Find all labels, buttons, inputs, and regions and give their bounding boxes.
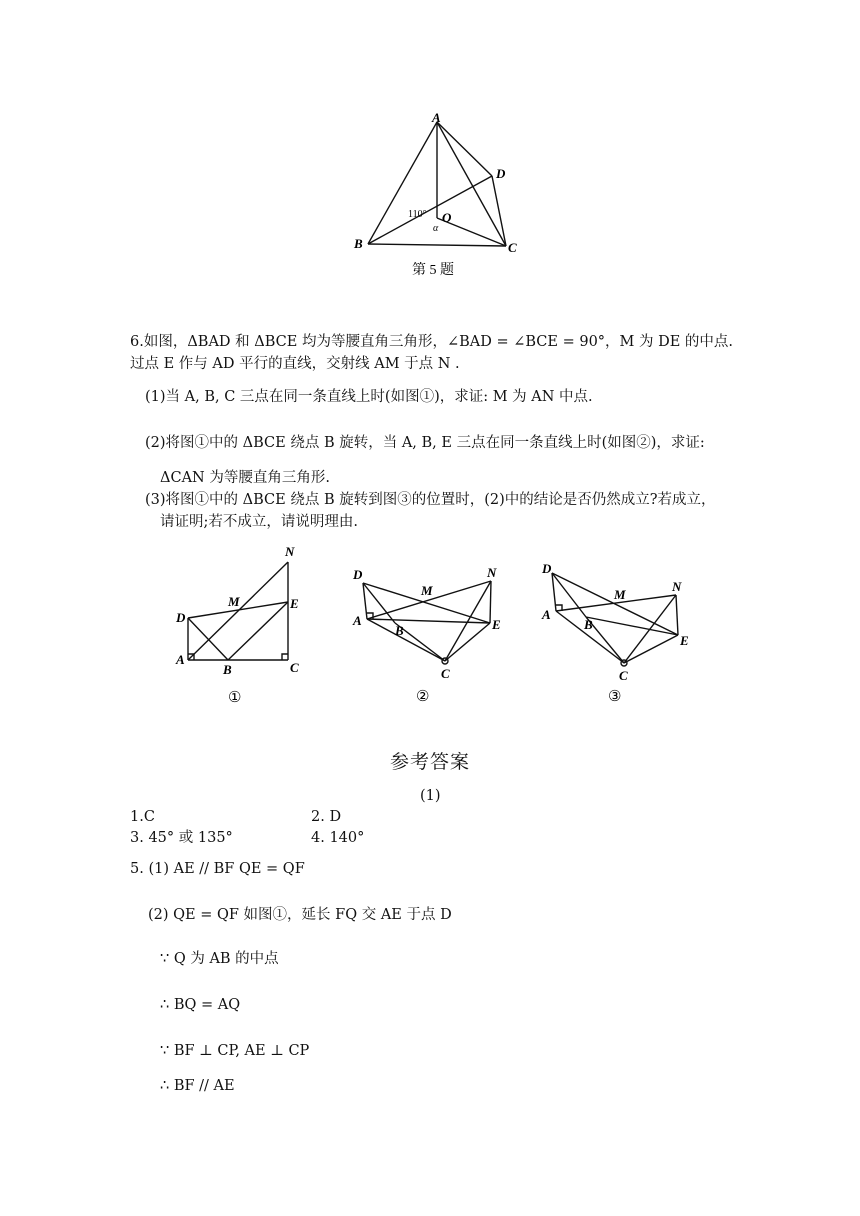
answers-heading: 参考答案: [390, 751, 471, 773]
fig1-label-N: N: [285, 544, 295, 559]
fig3-label-M: M: [614, 587, 626, 602]
proof-step-3: ∵ BF ⊥ CP, AE ⊥ CP: [160, 1043, 310, 1059]
fig1-label-C: C: [290, 660, 299, 675]
fig5-label-C: C: [508, 240, 517, 255]
fig2-label-E: E: [492, 617, 501, 632]
fig3-label-C: C: [619, 668, 628, 683]
proof-step-4: ∴ BF // AE: [160, 1078, 235, 1094]
fig2-caption: ②: [416, 689, 430, 705]
figure-6-3-diagram: [538, 555, 708, 705]
answer-3: 3. 45° 或 135°: [130, 830, 233, 846]
answers-subheading: (1): [420, 788, 441, 804]
fig1-label-B: B: [223, 662, 232, 677]
q6-part3b: 请证明;若不成立，请说明理由.: [160, 514, 358, 530]
figure-6-2-diagram: [345, 555, 515, 705]
q6-line1: 6.如图，ΔBAD 和 ΔBCE 均为等腰直角三角形，∠BAD = ∠BCE = 90°，M 为 DE 的中点.: [130, 334, 734, 350]
q6-line2: 过点 E 作与 AD 平行的直线，交射线 AM 于点 N .: [130, 356, 460, 372]
fig2-label-C: C: [441, 666, 450, 681]
figure-5-diagram: [340, 110, 540, 285]
fig1-label-A: A: [176, 652, 185, 667]
fig2-label-A: A: [353, 613, 362, 628]
q6-part1: (1)当 A, B, C 三点在同一条直线上时(如图①)，求证: M 为 AN 中点.: [145, 389, 593, 405]
fig1-label-D: D: [176, 610, 186, 625]
fig2-label-D: D: [353, 567, 363, 582]
fig3-label-A: A: [542, 607, 551, 622]
fig5-label-B: B: [354, 236, 363, 251]
answer-5-part2: (2) QE = QF 如图①，延长 FQ 交 AE 于点 D: [148, 907, 452, 923]
q6-part3a: (3)将图①中的 ΔBCE 绕点 B 旋转到图③的位置时，(2)中的结论是否仍然成立?若成立，: [145, 492, 716, 508]
fig1-label-E: E: [290, 596, 299, 611]
fig1-caption: ①: [228, 690, 242, 706]
fig2-label-N: N: [487, 565, 497, 580]
fig2-label-M: M: [421, 583, 433, 598]
fig3-label-D: D: [542, 561, 552, 576]
fig5-caption: 第 5 题: [412, 263, 454, 278]
q6-part2a: (2)将图①中的 ΔBCE 绕点 B 旋转，当 A, B, E 三点在同一条直线上时(如图②)，求证:: [145, 435, 705, 451]
fig5-label-O: O: [442, 210, 452, 225]
proof-step-2: ∴ BQ = AQ: [160, 997, 241, 1013]
fig5-angle-label: 110°: [408, 209, 427, 220]
fig2-label-B: B: [395, 623, 404, 638]
answer-2: 2. D: [311, 809, 342, 825]
fig5-alpha-label: α: [433, 223, 439, 234]
q6-part2b: ΔCAN 为等腰直角三角形.: [160, 470, 330, 486]
figure-6-1-diagram: [168, 540, 308, 710]
fig3-label-E: E: [680, 633, 689, 648]
proof-step-1: ∵ Q 为 AB 的中点: [160, 951, 279, 967]
answer-1: 1.C: [130, 809, 155, 825]
answer-4: 4. 140°: [311, 830, 365, 846]
fig3-label-B: B: [584, 617, 593, 632]
fig5-label-A: A: [432, 110, 441, 125]
answer-5-part1: 5. (1) AE // BF QE = QF: [130, 861, 305, 877]
fig5-label-D: D: [496, 166, 506, 181]
fig3-label-N: N: [672, 579, 682, 594]
fig1-label-M: M: [228, 594, 240, 609]
fig3-caption: ③: [608, 689, 622, 705]
